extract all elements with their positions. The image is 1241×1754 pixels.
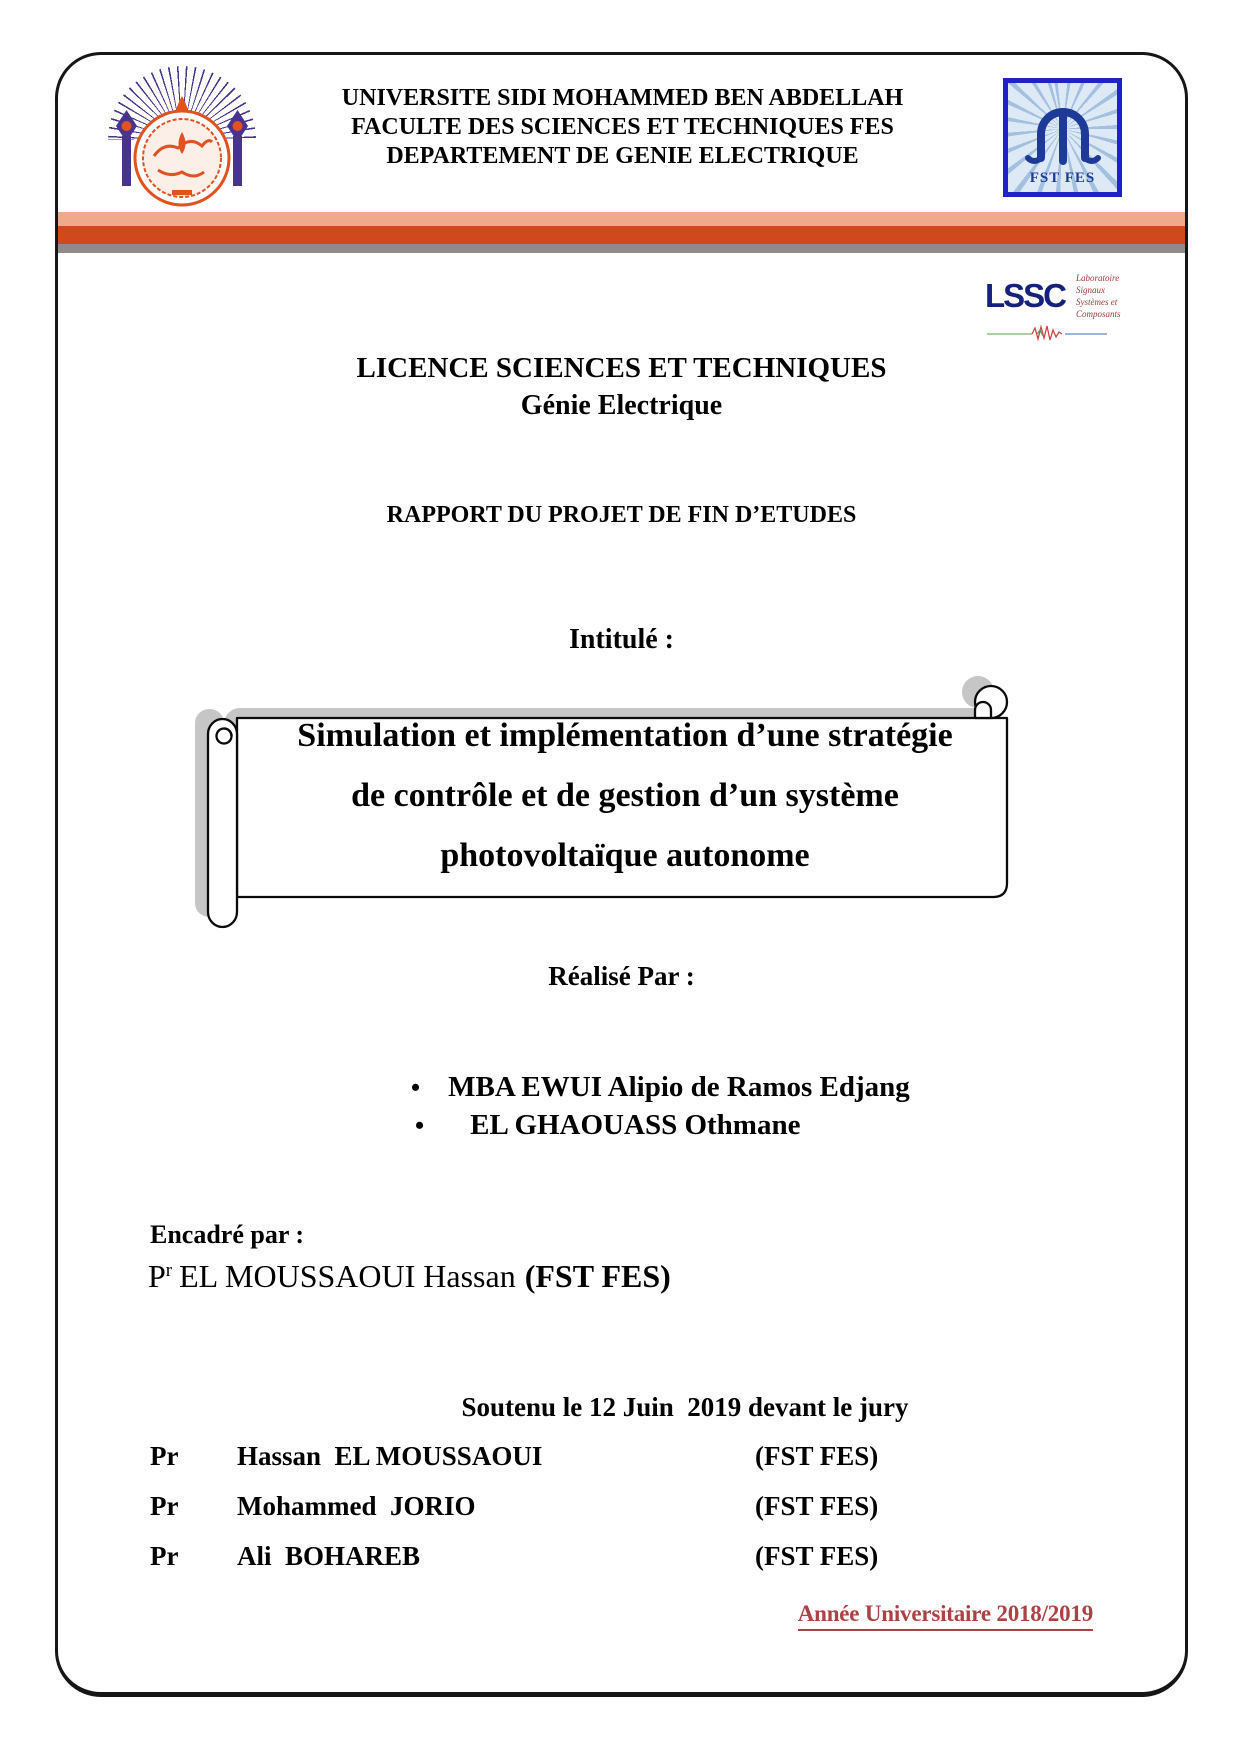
fst-fes-logo (1003, 78, 1122, 197)
intitule-label: Intitulé : (569, 624, 674, 655)
lssc-name-line1: Laboratoire (1076, 273, 1120, 283)
jury-row (150, 1491, 1100, 1525)
advisor-affiliation: (FST FES) (524, 1258, 671, 1294)
jury-affiliation: (FST FES) (755, 1541, 879, 1571)
lssc-logo-top (977, 262, 1119, 322)
jury-name: Hassan EL MOUSSAOUI (237, 1441, 543, 1471)
band-stripe-orange (58, 226, 1185, 244)
lssc-name-line2: Signaux (1076, 285, 1106, 295)
project-title-line2: de contrôle et de gestion d’un système (351, 777, 899, 814)
advisor-line (148, 1258, 671, 1295)
author-name: EL GHAOUASS Othmane (470, 1109, 801, 1141)
lssc-acronym: LSSC (985, 277, 1066, 314)
jury-title: Pr (150, 1491, 179, 1521)
jury-row (150, 1541, 1100, 1575)
defense-title: Soutenu le 12 Juin 2019 devant le jury (461, 1392, 909, 1422)
author-name: MBA EWUI Alipio de Ramos Edjang (448, 1071, 910, 1103)
academic-year: Année Universitaire 2018/2019 (798, 1601, 1093, 1631)
header-faculty-line: FACULTE DES SCIENCES ET TECHNIQUES FES (351, 114, 894, 140)
jury-name: Mohammed JORIO (237, 1491, 476, 1521)
encadre-label: Encadré par : (150, 1220, 305, 1249)
realise-label: Réalisé Par : (548, 961, 695, 991)
band-stripe-gray (58, 244, 1185, 253)
project-title-line3: photovoltaïque autonome (440, 837, 810, 874)
advisor-title: P (148, 1258, 166, 1294)
lssc-name-block (1076, 272, 1121, 320)
torch-left-icon (116, 110, 137, 186)
project-title-line1: Simulation et implémentation d’une stratégie (297, 717, 953, 754)
bullet-icon: • (415, 1111, 425, 1140)
jury-name: Ali BOHAREB (237, 1541, 421, 1571)
university-seal-icon (106, 66, 258, 212)
advisor-name: EL MOUSSAOUI Hassan (179, 1258, 516, 1294)
lssc-logo (977, 262, 1119, 360)
lssc-name-line3: Systèmes et Composants (1076, 297, 1121, 319)
band-stripe-salmon (58, 212, 1185, 226)
jury-affiliation: (FST FES) (755, 1491, 879, 1521)
separator-band (58, 212, 1185, 253)
lssc-waveform-icon (977, 324, 1119, 342)
header-block (275, 84, 970, 171)
author-item (386, 1076, 800, 1175)
jury-row (150, 1441, 1100, 1475)
program-subtitle: Génie Electrique (520, 390, 723, 421)
jury-affiliation: (FST FES) (755, 1441, 879, 1471)
torch-right-icon (227, 110, 248, 186)
jury-title: Pr (150, 1541, 179, 1571)
bullet-icon: • (411, 1073, 421, 1102)
jury-title: Pr (150, 1441, 179, 1471)
header-department-line: DEPARTEMENT DE GENIE ELECTRIQUE (386, 143, 859, 169)
project-title (245, 706, 1005, 886)
fst-logo-label: FST FES (1029, 170, 1096, 186)
report-type: RAPPORT DU PROJET DE FIN D’ETUDES (386, 502, 857, 528)
fst-monogram-icon (1019, 92, 1107, 170)
program-title: LICENCE SCIENCES ET TECHNIQUES (356, 352, 887, 384)
header-university-line: UNIVERSITE SIDI MOHAMMED BEN ABDELLAH (341, 85, 904, 111)
advisor-title-sup: r (165, 1260, 173, 1281)
seal-emblem-icon (106, 66, 258, 212)
medallion-icon (135, 96, 229, 205)
